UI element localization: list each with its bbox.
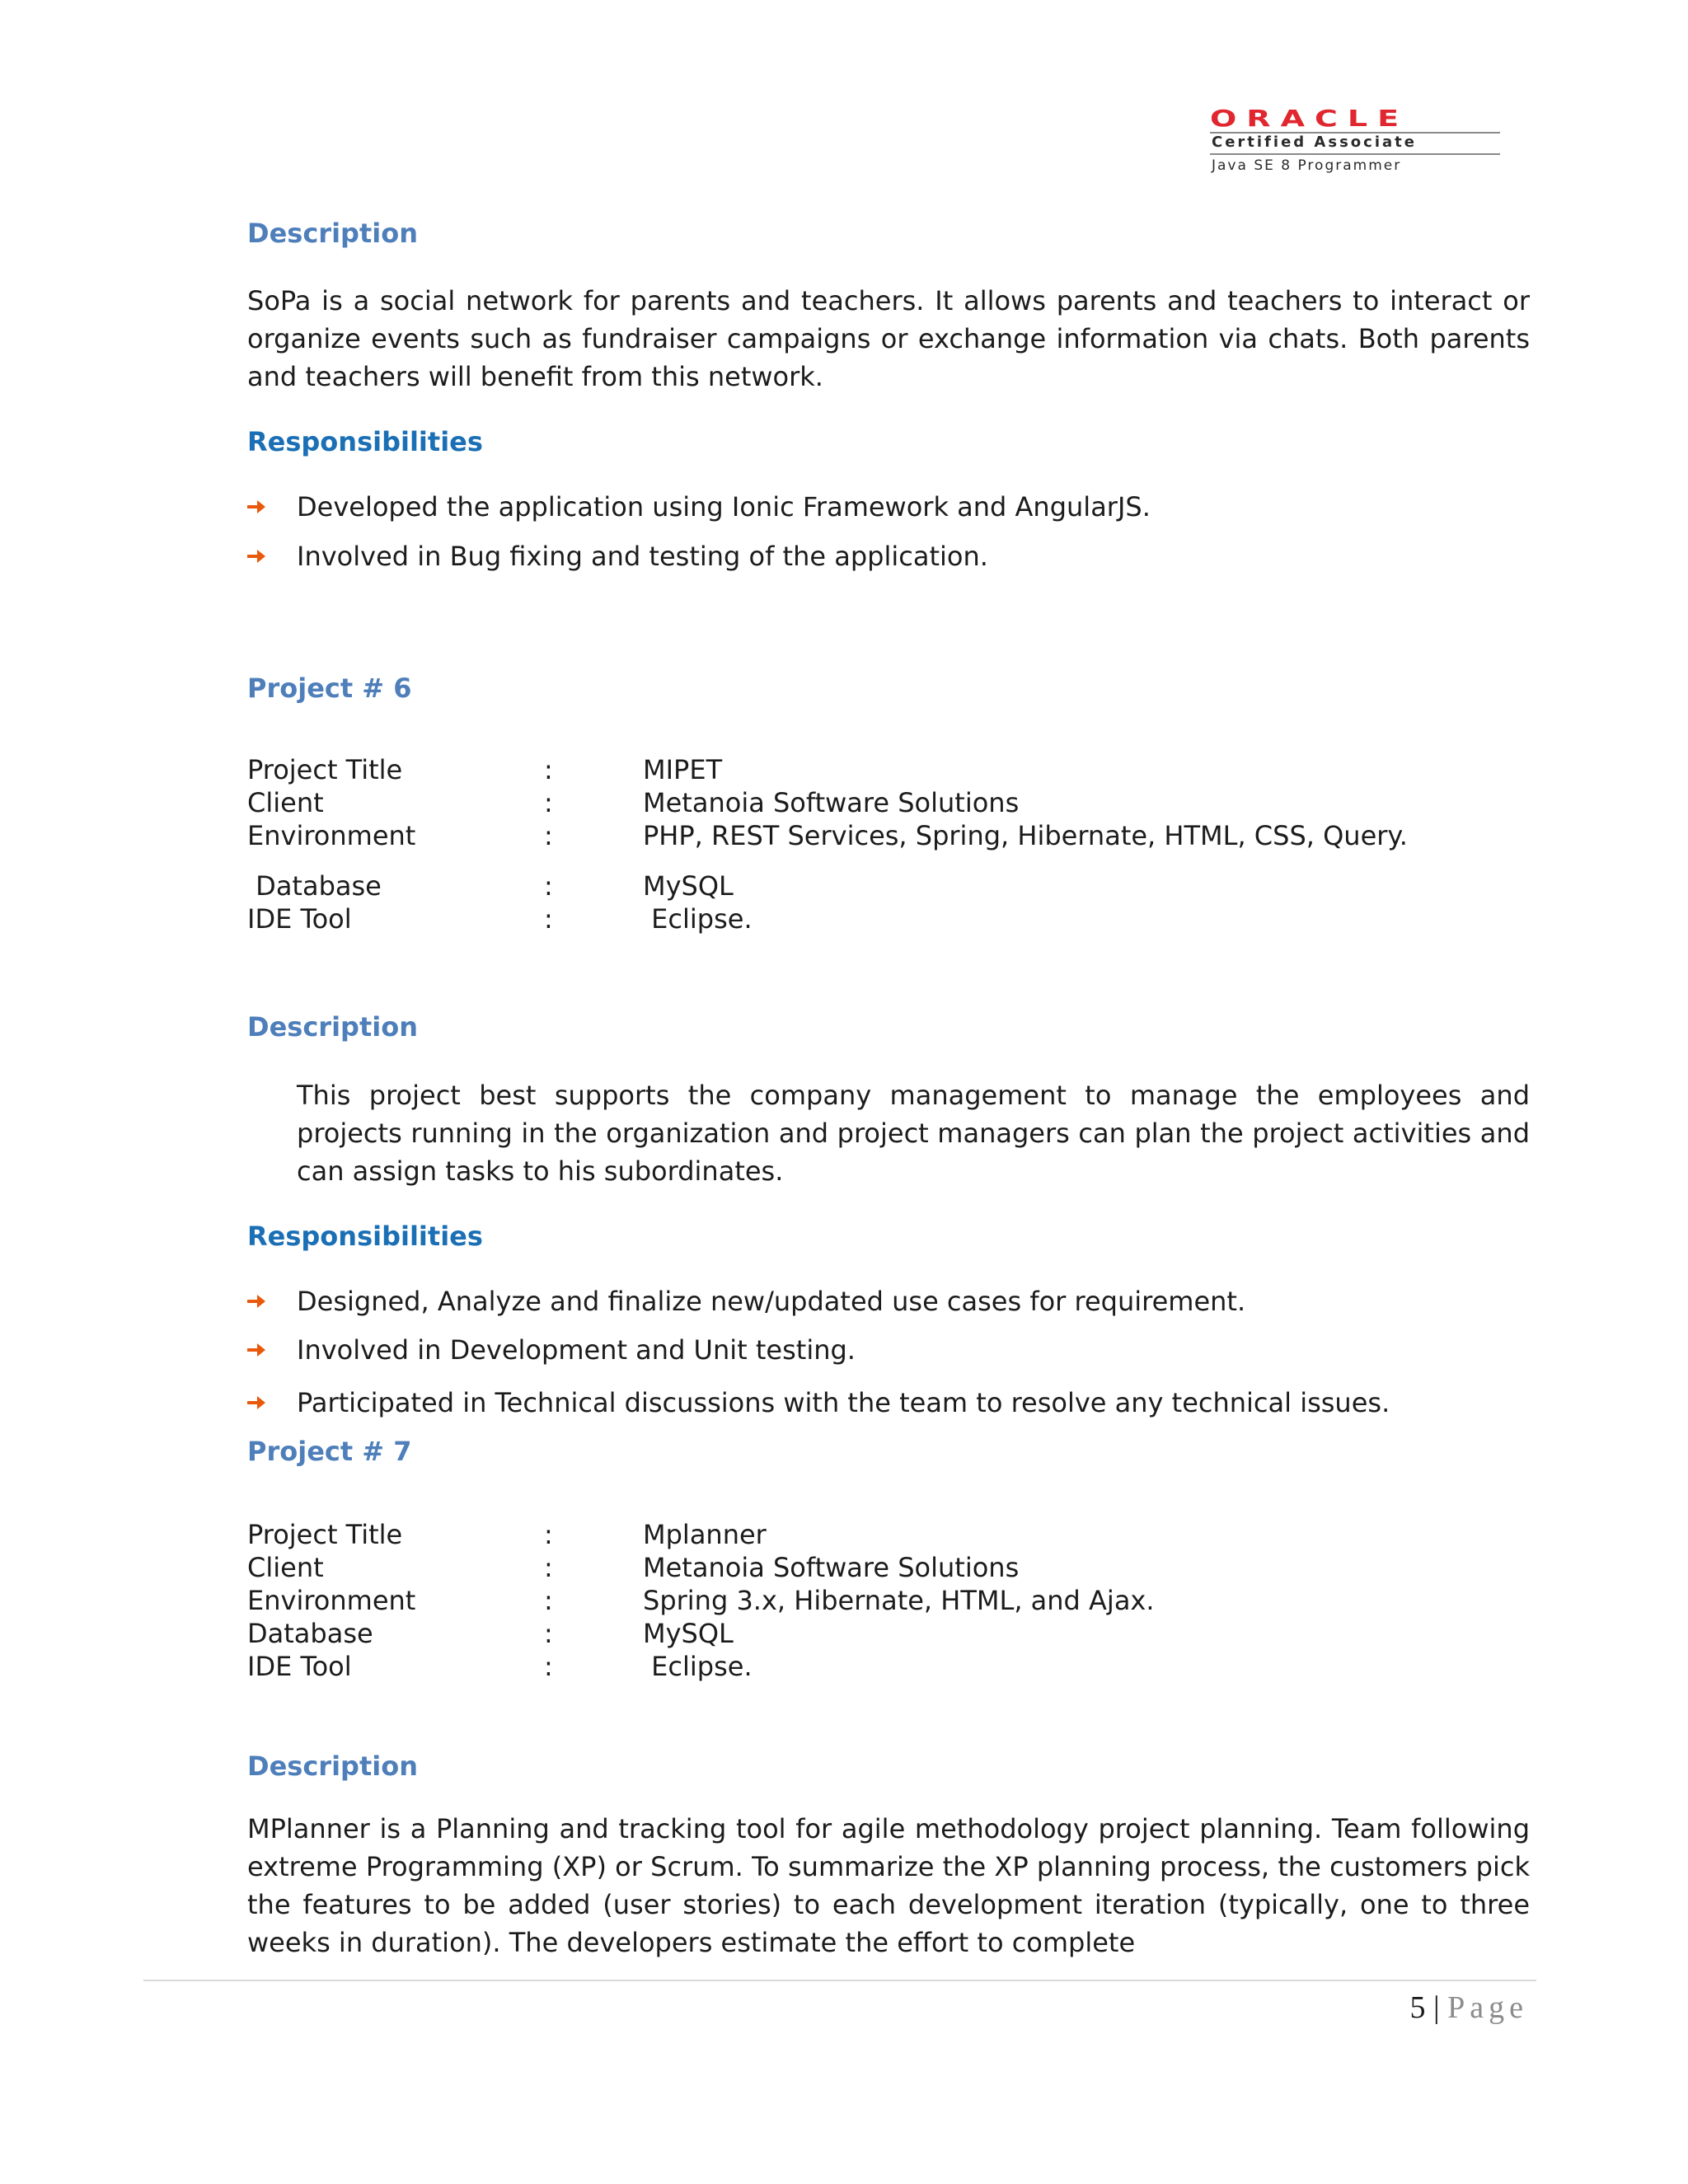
description-heading: Description bbox=[247, 1011, 418, 1043]
list-item: Involved in Bug fixing and testing of the application. bbox=[247, 538, 1566, 574]
list-item: Designed, Analyze and finalize new/updated use cases for requirement. bbox=[247, 1283, 1566, 1319]
arrow-right-icon bbox=[247, 548, 265, 565]
description-paragraph: This project best supports the company management to manage the employees and projects running in the organization and project managers can plan the project activities and can assign tasks to his subordinates. bbox=[297, 1080, 1530, 1187]
description-heading: Description bbox=[247, 1750, 418, 1782]
project-detail-row: Project Title : MIPET bbox=[247, 754, 723, 785]
logo-certified-associate: Certified Associate bbox=[1212, 134, 1417, 151]
page-separator: | bbox=[1433, 1990, 1440, 2025]
oracle-certification-logo bbox=[1210, 107, 1500, 181]
description-paragraph: MPlanner is a Planning and tracking tool for agile methodology project planning. Team following extreme Programming (XP) or Scrum. To summarize the XP planning process, the customers pick the features to be added (user stories) to each development iteration (typically, one to three weeks in duration). The developers estimate the effort to complete bbox=[247, 1813, 1530, 1958]
project-7-heading: Project # 7 bbox=[247, 1436, 412, 1467]
project-detail-row: IDE Tool : Eclipse. bbox=[247, 1651, 753, 1682]
list-item: Developed the application using Ionic Framework and AngularJS. bbox=[247, 489, 1566, 525]
project-detail-row: Client : Metanoia Software Solutions bbox=[247, 1552, 1020, 1583]
arrow-right-icon bbox=[247, 1394, 265, 1411]
list-item: Participated in Technical discussions with the team to resolve any technical issues. bbox=[247, 1385, 1566, 1421]
page-footer bbox=[1410, 1988, 1528, 2027]
footer-divider bbox=[143, 1980, 1536, 1981]
page-number: 5 bbox=[1409, 1990, 1426, 2025]
project-detail-row: Client : Metanoia Software Solutions bbox=[247, 787, 1020, 818]
description-heading: Description bbox=[247, 218, 418, 249]
arrow-right-icon bbox=[247, 499, 265, 515]
project-detail-row: IDE Tool : Eclipse. bbox=[247, 903, 753, 935]
list-item: Involved in Development and Unit testing. bbox=[247, 1332, 1566, 1368]
project-detail-row: Environment : PHP, REST Services, Spring, Hibernate, HTML, CSS, Query. bbox=[247, 820, 1408, 851]
responsibilities-heading: Responsibilities bbox=[247, 426, 483, 457]
arrow-right-icon bbox=[247, 1342, 265, 1358]
project-detail-row: Environment : Spring 3.x, Hibernate, HTML, and Ajax. bbox=[247, 1585, 1155, 1616]
arrow-right-icon bbox=[247, 1293, 265, 1310]
oracle-brand-text: ORACLE bbox=[1210, 105, 1409, 132]
project-6-heading: Project # 6 bbox=[247, 673, 412, 704]
project-detail-row: Database : MySQL bbox=[247, 870, 734, 902]
description-paragraph: SoPa is a social network for parents and teachers. It allows parents and teachers to interact or organize events such as fundraiser campaigns or exchange information via chats. Both parents and teachers will benefit from this network. bbox=[247, 285, 1530, 392]
responsibilities-heading: Responsibilities bbox=[247, 1221, 483, 1252]
project-detail-row: Project Title : Mplanner bbox=[247, 1519, 767, 1550]
project-detail-row: Database : MySQL bbox=[247, 1618, 734, 1649]
logo-java-programmer: Java SE 8 Programmer bbox=[1212, 157, 1402, 174]
logo-divider bbox=[1210, 153, 1500, 155]
page-label: Page bbox=[1447, 1990, 1528, 2025]
